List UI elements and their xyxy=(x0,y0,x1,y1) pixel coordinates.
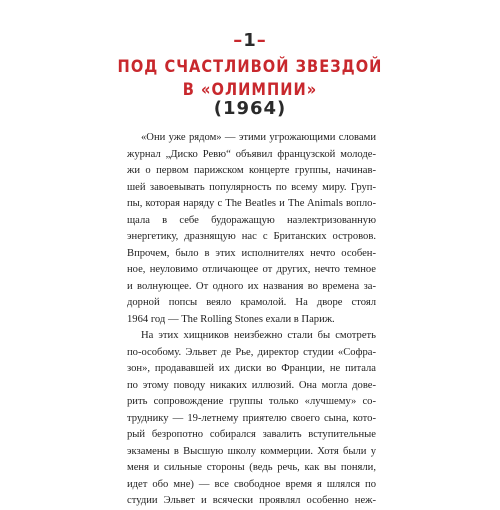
text-line: меня и сильные стороны (ведь речь, как вы поняли, xyxy=(127,462,376,473)
chapter-number-value: 1 xyxy=(243,30,257,51)
paragraph-2 xyxy=(127,328,376,510)
chapter-number-dash-right: – xyxy=(256,30,267,51)
text-line: и волнующее. От одного их названия во времена за- xyxy=(127,280,376,292)
text-line: рить сопровождение группы только «лучшему» со- xyxy=(127,396,376,407)
text-line: студии Эльвет и всячески проявлял особенно неж- xyxy=(127,495,376,506)
text-line: труднику — 19-летнему приятелю своего сына, кото- xyxy=(127,412,376,424)
text-line: 1964 год — The Rolling Stones ехали в Париж. xyxy=(127,313,335,325)
text-line: щала в себе будоражащую наэлектризованную xyxy=(127,214,376,226)
chapter-number-dash-left: – xyxy=(233,30,244,51)
text-line: жи о первом парижском концерте группы, начинав- xyxy=(127,165,376,176)
chapter-number xyxy=(0,30,500,51)
text-line: журнал „Диско Ревю“ объявил французской молоде- xyxy=(127,148,376,160)
text-line: по-особому. Эльвет де Рье, директор студии «Софра- xyxy=(127,346,376,358)
chapter-title-line-1: ПОД СЧАСТЛИВОЙ ЗВЕЗДОЙ xyxy=(117,57,383,77)
text-line: по этому поводу никаких иллюзий. Она могла дове- xyxy=(127,379,376,391)
body-text xyxy=(127,130,376,510)
paragraph-1 xyxy=(127,130,376,328)
text-line: экзамены в Высшую школу коммерции. Хотя были у xyxy=(127,445,376,457)
text-line: Впрочем, было в этих исполнителях нечто особен- xyxy=(127,247,376,259)
chapter-title-line-2: В «ОЛИМПИИ» xyxy=(182,80,318,100)
text-line: энергетику, дразнящую нас с Британских островов. xyxy=(127,231,376,242)
text-line: рый безропотно собирался завалить вступительные xyxy=(127,429,376,440)
text-line: ное, неуловимо отличающее от других, нечто темное xyxy=(127,264,376,275)
chapter-year: (1964) xyxy=(213,98,287,119)
text-line: зон», продававшей их диски во Франции, не питала xyxy=(127,363,376,374)
text-line: пы, которая наряду с The Beatles и The Animals вопло- xyxy=(127,198,376,209)
text-line: дорной попсы веяло крамолой. На дворе стоял xyxy=(127,297,376,308)
text-line: шей завоевывать популярность по всему миру. Груп- xyxy=(127,181,376,193)
text-line: «Они уже рядом» — этими угрожающими словами xyxy=(141,132,376,143)
text-line: идет обо мне) — все свободное время я шлялся по xyxy=(127,478,376,490)
chapter-title xyxy=(35,56,465,102)
text-line: На этих хищников неизбежно стали бы смотреть xyxy=(141,330,376,341)
